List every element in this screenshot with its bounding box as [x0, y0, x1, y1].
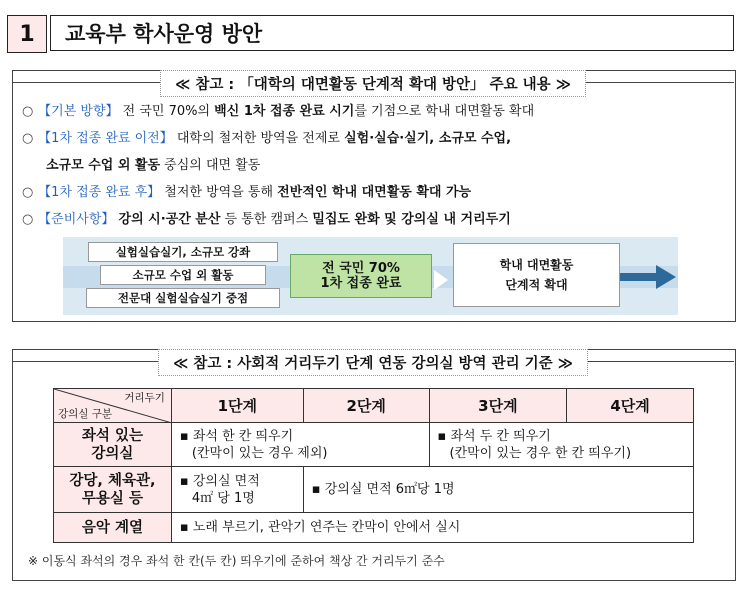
bullet-text: 를 기점으로 학내 대면활동 확대: [354, 104, 535, 119]
classroom-quarantine-table: [53, 388, 694, 543]
cell-line2: (칸막이 있는 경우 제외): [191, 445, 328, 461]
reference-box-2-title-bar: [12, 349, 734, 375]
diagram-left-box: 소규모 수업 외 활동: [100, 265, 266, 285]
row-header: 음악 계열: [54, 513, 172, 543]
milestone-line1: 전 국민 70%: [322, 261, 400, 276]
milestone-line2: 1차 접종 완료: [320, 276, 402, 291]
bullet-before-vaccination: [22, 130, 511, 148]
table-cell: [171, 423, 429, 467]
result-line2: 단계적 확대: [505, 278, 568, 292]
bullet-text: 대학의 철저한 방역을 전제로: [172, 131, 345, 146]
bullet-emphasis: 밀집도 완화 및 강의실 내 거리두기: [312, 212, 511, 227]
result-line1: 학내 대면활동: [499, 258, 574, 272]
corner-label-top: 거리두기: [124, 392, 165, 404]
cell-line1: ▪ 좌석 한 칸 띄우기: [179, 428, 294, 444]
bullet-tag: 【1차 접종 완료 이전】: [38, 131, 173, 146]
page-title: 교육부 학사운영 방안: [50, 15, 734, 51]
bullet-emphasis: 강의 시·공간 분산: [118, 212, 221, 227]
bullet-after-vaccination: [22, 184, 471, 202]
corner-label-bottom: 강의실 구분: [58, 408, 113, 420]
section-number: 1: [7, 15, 47, 53]
diagram-result-box: [453, 243, 620, 307]
bullet-emphasis: 소규모 수업 외 활동: [46, 158, 161, 173]
table-row: [54, 467, 694, 513]
arrow-right-icon: [620, 262, 680, 292]
reference-box-1-title: ≪ 참고 : 「대학의 대면활동 단계적 확대 방안」 주요 내용 ≫: [160, 70, 586, 97]
bullet-before-vaccination-cont: [46, 157, 260, 175]
circle-bullet-icon: ○: [22, 104, 34, 119]
footnote: ※ 이동식 좌석의 경우 좌석 한 칸(두 칸) 띄우기에 준하여 책상 간 거리두기 준수: [28, 554, 445, 568]
bullet-text: 중심의 대면 활동: [160, 158, 261, 173]
cell-line2: 4㎡ 당 1명: [191, 490, 255, 506]
cell-text: ▪ 강의실 면적 6㎡당 1명: [311, 482, 455, 497]
bullet-emphasis: 전반적인 학내 대면활동 확대 가능: [277, 185, 472, 200]
bullet-text: 등 통한 캠퍼스: [220, 212, 313, 227]
bullet-text: 철저한 방역을 통해: [160, 185, 278, 200]
row-header-line1: 좌석 있는: [81, 427, 143, 444]
diagram-left-box: 실험실습실기, 소규모 강좌: [88, 242, 278, 262]
bullet-tag: 【준비사항】: [38, 212, 115, 227]
column-header: 3단계: [429, 389, 567, 423]
column-header: 2단계: [303, 389, 429, 423]
column-header: 4단계: [567, 389, 694, 423]
bullet-tag: 【기본 방향】: [38, 104, 119, 119]
diagram-left-box: 전문대 실험실습실기 중점: [86, 288, 280, 308]
table-cell: [171, 467, 303, 513]
table-header-row: [54, 389, 694, 423]
cell-line1: ▪ 좌석 두 칸 띄우기: [437, 428, 551, 444]
circle-bullet-icon: ○: [22, 212, 34, 227]
table-cell: ▪ 노래 부르기, 관악기 연주는 칸막이 안에서 실시: [171, 513, 693, 543]
reference-box-1-title-bar: [12, 70, 734, 96]
row-header: [54, 467, 172, 513]
bullet-emphasis: 실험·실습·실기, 소규모 수업,: [344, 131, 512, 146]
diagram-vaccination-milestone: [290, 254, 432, 298]
table-row: [54, 513, 694, 543]
bullet-preparations: [22, 211, 511, 229]
column-header: 1단계: [171, 389, 303, 423]
row-header-line2: 강의실: [91, 445, 134, 462]
bullet-text: 전 국민 70%의: [118, 104, 215, 119]
cell-line1: ▪ 강의실 면적: [179, 473, 260, 489]
bullet-emphasis: 백신 1차 접종 완료 시기: [214, 104, 355, 119]
cell-line2: (칸막이 있는 경우 한 칸 띄우기): [449, 445, 632, 461]
circle-bullet-icon: ○: [22, 131, 34, 146]
bullet-tag: 【1차 접종 완료 후】: [38, 185, 161, 200]
bullet-basic-direction: [22, 103, 534, 121]
row-header: [54, 423, 172, 467]
circle-bullet-icon: ○: [22, 185, 34, 200]
table-cell: [429, 423, 693, 467]
arrow-right-icon: [434, 270, 448, 290]
table-row: [54, 423, 694, 467]
table-corner-cell: [54, 389, 172, 423]
row-header-line1: 강당, 체육관,: [69, 472, 156, 489]
row-header-line2: 무용실 등: [81, 490, 143, 507]
reference-box-2-title: ≪ 참고 : 사회적 거리두기 단계 연동 강의실 방역 관리 기준 ≫: [158, 349, 588, 376]
table-cell: [303, 467, 693, 513]
